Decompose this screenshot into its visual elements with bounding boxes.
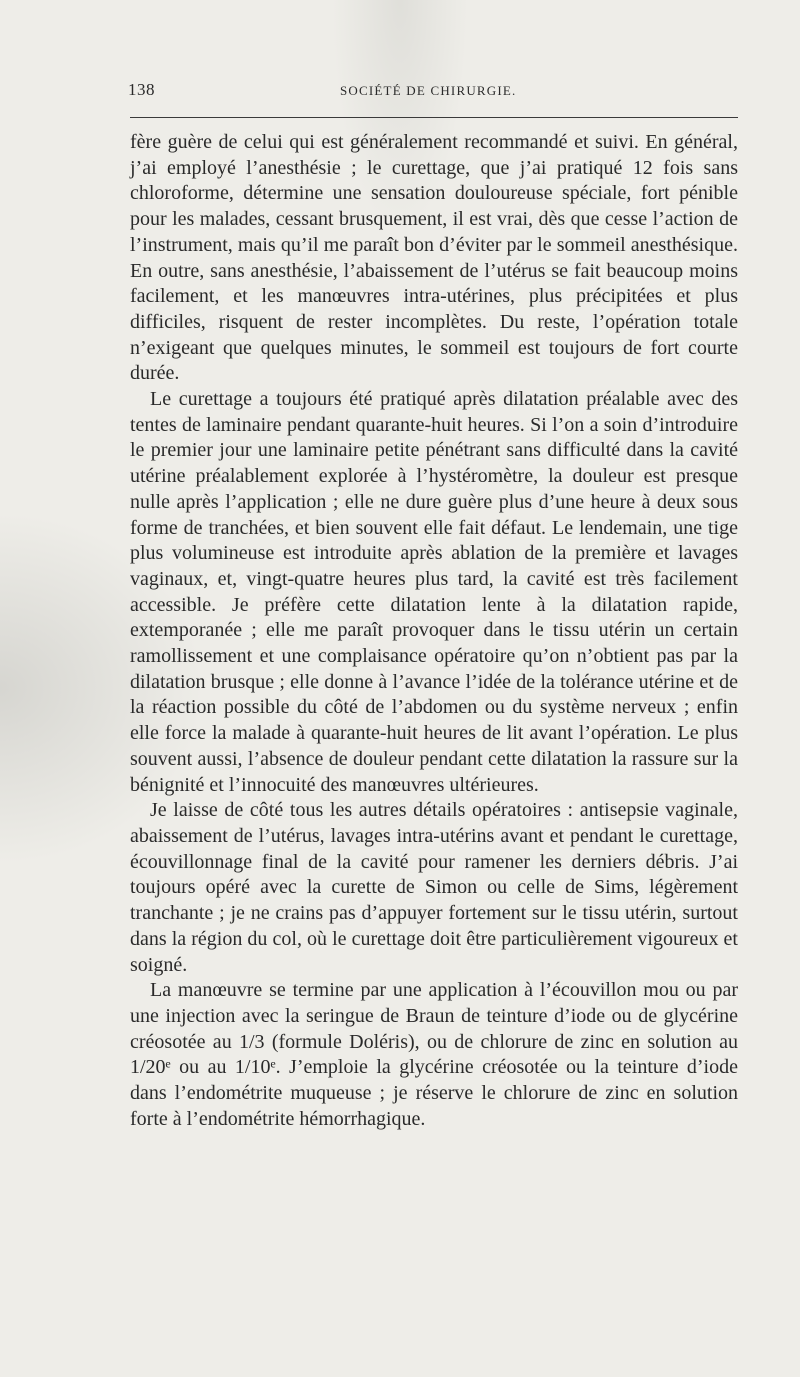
header-rule	[130, 117, 738, 118]
page-header	[128, 80, 738, 106]
paragraph-continuation: fère guère de celui qui est généralement recommandé et suivi. En général, j’ai employé l’anesthésie ; le curettage, que j’ai pratiqué 12 fois sans chloroforme, détermine une sensation douloureuse spéciale, fort pénible pour les malades, cessant brusquement, il est vrai, dès que cesse l’action de l’instrument, mais qu’il me paraît bon d’éviter par le sommeil anesthésique. En outre, sans anesthésie, l’abaissement de l’utérus se fait beaucoup moins facilement, et les manœuvres intra-utérines, plus précipitées et plus difficiles, risquent de rester incomplètes. Du reste, l’opération totale n’exigeant que quelques minutes, le sommeil est toujours de fort courte durée.	[130, 131, 738, 385]
paragraph-final-application: La manœuvre se termine par une application à l’écouvillon mou ou par une injection avec la seringue de Braun de teinture d’iode ou de glycérine créosotée au 1/3 (formule Doléris), ou de chlorure de zinc en solution au 1/20ᵉ ou au 1/10ᵉ. J’emploie la glycérine créosotée ou la teinture d’iode dans l’endométrite muqueuse ; je réserve le chlorure de zinc en solution forte à l’endométrite hémorrhagique.	[130, 979, 738, 1130]
body-text	[130, 130, 738, 1132]
running-title: SOCIÉTÉ DE CHIRURGIE.	[340, 83, 517, 98]
page-number: 138	[128, 80, 155, 99]
paragraph-curettage-dilatation: Le curettage a toujours été pratiqué après dilatation préalable avec des tentes de laminaire pendant quarante-huit heures. Si l’on a soin d’introduire le premier jour une laminaire petite pénétrant sans difficulté dans la cavité utérine préalablement explorée à l’hystéromètre, la douleur est presque nulle après l’application ; elle ne dure guère plus d’une heure à deux sous forme de tranchées, et bien souvent elle fait défaut. Le lendemain, une tige plus volumineuse est introduite après ablation de la première et lavages vaginaux, et, vingt-quatre heures plus tard, la cavité est très facilement accessible. Je préfère cette dilatation lente à la dilatation rapide, extemporanée ; elle me paraît provoquer dans le tissu utérin un certain ramollissement et une complaisance opératoire qu’on n’obtient pas par la dilatation brusque ; elle donne à l’avance l’idée de la tolérance utérine et de la réaction possible du côté de l’abdomen ou du système nerveux ; enfin elle force la malade à quarante-huit heures de lit avant l’opération. Le plus souvent aussi, l’absence de douleur pendant cette dilatation la rassure sur la bénignité et l’innocuité des manœuvres ultérieures.	[130, 388, 738, 796]
paragraph-operative-details: Je laisse de côté tous les autres détails opératoires : antisepsie vaginale, abaissement de l’utérus, lavages intra-utérins avant et pendant le curettage, écouvillonnage final de la cavité pour ramener les derniers débris. J’ai toujours opéré avec la curette de Simon ou celle de Sims, légèrement tranchante ; je ne crains pas d’appuyer fortement sur le tissu utérin, surtout dans la région du col, où le curettage doit être particulièrement vigoureux et soigné.	[130, 799, 738, 976]
